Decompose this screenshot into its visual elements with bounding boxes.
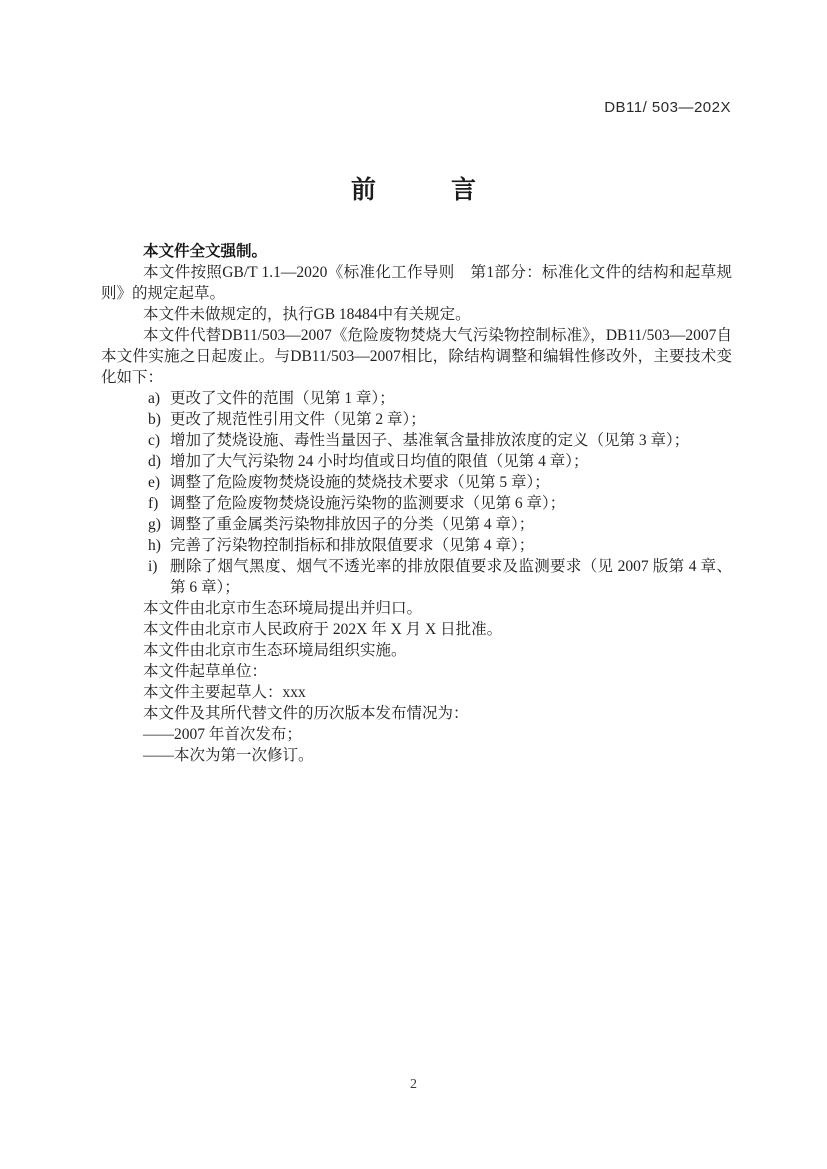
change-item: [101, 430, 732, 451]
list-marker: h): [148, 537, 161, 554]
list-marker: d): [148, 453, 161, 470]
change-item: [101, 514, 732, 535]
paragraph-approved-by: 本文件由北京市人民政府于 202X 年 X 月 X 日批准。: [143, 621, 503, 638]
list-marker: a): [148, 390, 161, 407]
paragraph-drafting-org: 本文件起草单位：: [143, 663, 268, 680]
changes-list: [101, 388, 732, 598]
paragraph-history-intro: 本文件及其所代替文件的历次版本发布情况为：: [143, 705, 469, 722]
change-item-text: 调整了危险废物焚烧设施的焚烧技术要求（见第 5 章）；: [170, 474, 550, 491]
change-item-text: 删除了烟气黑度、烟气不透光率的排放限值要求及监测要求（见 2007 版第 4 章、第 6 章）；: [170, 558, 732, 596]
history-item-first-issue: ——2007 年首次发布；: [143, 726, 302, 743]
page-title: 前 言: [350, 176, 476, 204]
change-item-text: 调整了危险废物焚烧设施污染物的监测要求（见第 6 章）；: [170, 495, 566, 512]
list-marker: c): [148, 432, 161, 449]
change-item-text: 更改了规范性引用文件（见第 2 章）；: [170, 411, 426, 428]
foreword-body: [101, 241, 732, 766]
paragraph-proposed-by: 本文件由北京市生态环境局提出并归口。: [143, 600, 423, 617]
paragraph-gb18484: 本文件未做规定的，执行GB 18484中有关规定。: [143, 306, 471, 323]
list-marker: g): [148, 516, 161, 533]
paragraph-drafters: 本文件主要起草人：xxx: [143, 684, 306, 701]
list-marker: e): [148, 474, 161, 491]
list-marker: f): [148, 495, 159, 512]
history-item-first-revision: ——本次为第一次修订。: [143, 747, 314, 764]
paragraph-drafting-basis: 本文件按照GB/T 1.1—2020《标准化工作导则 第1部分：标准化文件的结构和起草规则》的规定起草。: [101, 264, 732, 302]
paragraph-replacement: 本文件代替DB11/503—2007《危险废物焚烧大气污染物控制标准》，DB11/503—2007自本文件实施之日起废止。与DB11/503—2007相比，除结构调整和编辑性修改外，主要技术变化如下：: [101, 327, 732, 386]
change-item: [101, 388, 732, 409]
paragraph-implemented-by: 本文件由北京市生态环境局组织实施。: [143, 642, 407, 659]
change-item: [101, 535, 732, 556]
change-item-text: 增加了大气污染物 24 小时均值或日均值的限值（见第 4 章）；: [170, 453, 589, 470]
list-marker: b): [148, 411, 161, 428]
change-item: [101, 409, 732, 430]
list-marker: i): [148, 558, 158, 575]
change-item: [101, 472, 732, 493]
change-item: [101, 493, 732, 514]
change-item-text: 增加了焚烧设施、毒性当量因子、基准氧含量排放浓度的定义（见第 3 章）；: [170, 432, 690, 449]
change-item: [101, 451, 732, 472]
change-item-text: 更改了文件的范围（见第 1 章）；: [170, 390, 395, 407]
change-item-text: 调整了重金属类污染物排放因子的分类（见第 4 章）；: [170, 516, 535, 533]
change-item-text: 完善了污染物控制指标和排放限值要求（见第 4 章）；: [170, 537, 535, 554]
doc-number: DB11/ 503—202X: [604, 99, 731, 116]
change-item: [101, 556, 732, 598]
page-number: 2: [410, 1077, 417, 1092]
mandatory-statement: 本文件全文强制。: [143, 243, 268, 260]
